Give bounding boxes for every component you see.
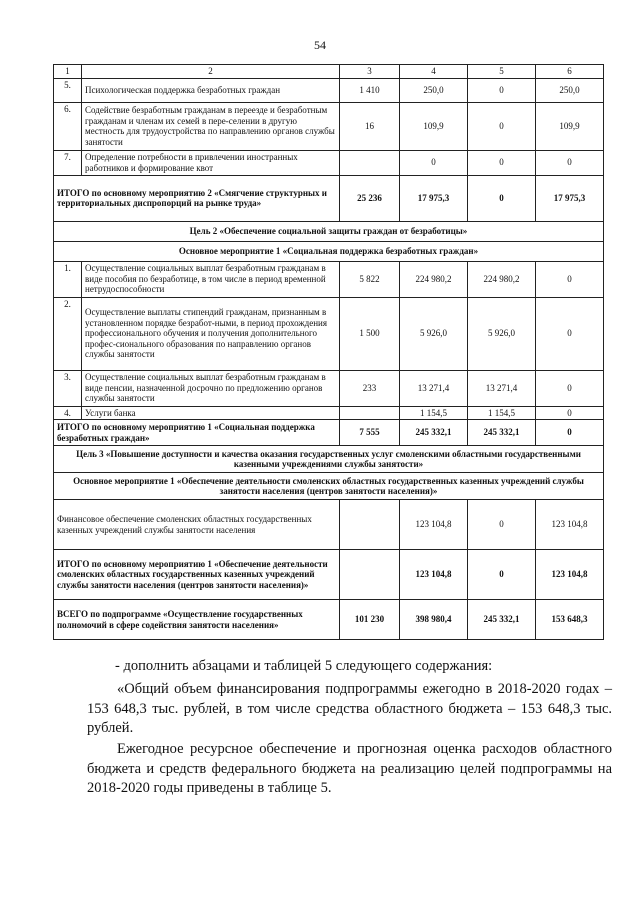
cell-col6: 0 xyxy=(536,420,604,446)
cell-col4: 123 104,8 xyxy=(400,550,468,600)
cell-col5: 224 980,2 xyxy=(468,261,536,297)
cell-col3: 25 236 xyxy=(340,175,400,221)
grand-total-row xyxy=(54,600,604,640)
row-description: Услуги банка xyxy=(82,406,340,420)
table-row xyxy=(54,261,604,297)
measure-heading: Основное мероприятие 1 «Социальная поддержка безработных граждан» xyxy=(54,241,604,261)
table-row xyxy=(54,297,604,370)
section-row xyxy=(54,473,604,500)
cell-col3 xyxy=(340,150,400,175)
header-cell: 2 xyxy=(82,65,340,79)
table-row xyxy=(54,150,604,175)
cell-col5: 245 332,1 xyxy=(468,600,536,640)
section-row xyxy=(54,241,604,261)
cell-col3: 5 822 xyxy=(340,261,400,297)
cell-col3 xyxy=(340,406,400,420)
cell-col6: 123 104,8 xyxy=(536,550,604,600)
cell-col4: 17 975,3 xyxy=(400,175,468,221)
total-label: ИТОГО по основному мероприятию 2 «Смягчение структурных и территориальных диспропорций на рынке труда» xyxy=(54,175,340,221)
table-row xyxy=(54,102,604,150)
cell-col4: 0 xyxy=(400,150,468,175)
total-row xyxy=(54,550,604,600)
cell-col4: 5 926,0 xyxy=(400,297,468,370)
paragraph-resources: Ежегодное ресурсное обеспечение и прогнозная оценка расходов областного бюджета и средств федерального бюджета на реализацию целей подпрограммы на 2018-2020 годы приведены в таблице 5. xyxy=(87,741,612,796)
cell-col3 xyxy=(340,550,400,600)
page-number: 54 xyxy=(314,38,326,52)
table-row xyxy=(54,370,604,406)
cell-col4: 250,0 xyxy=(400,78,468,102)
cell-col5: 0 xyxy=(468,150,536,175)
row-number: 3. xyxy=(54,370,82,406)
cell-col5: 0 xyxy=(468,500,536,550)
cell-col6: 153 648,3 xyxy=(536,600,604,640)
row-number: 5. xyxy=(54,78,82,102)
goal-heading: Цель 3 «Повышение доступности и качества оказания государственных услуг смоленскими областными государственными казенными учреждениями службы занятости» xyxy=(54,446,604,473)
cell-col3: 16 xyxy=(340,102,400,150)
cell-col5: 1 154,5 xyxy=(468,406,536,420)
header-cell: 3 xyxy=(340,65,400,79)
cell-col5: 0 xyxy=(468,175,536,221)
row-description: Определение потребности в привлечении иностранных работников и формирование квот xyxy=(82,150,340,175)
row-number: 6. xyxy=(54,102,82,150)
paragraph-financing: «Общий объем финансирования подпрограммы ежегодно в 2018-2020 годах – 153 648,3 тыс. рублей, в том числе средства областного бюджета – 153 648,3 тыс. рублей. xyxy=(87,681,612,736)
cell-col3: 1 410 xyxy=(340,78,400,102)
section-row xyxy=(54,446,604,473)
cell-col4: 1 154,5 xyxy=(400,406,468,420)
cell-col5: 13 271,4 xyxy=(468,370,536,406)
grand-total-label: ВСЕГО по подпрограмме «Осуществление государственных полномочий в сфере содействия занятости населения» xyxy=(54,600,340,640)
cell-col4: 224 980,2 xyxy=(400,261,468,297)
cell-col3: 101 230 xyxy=(340,600,400,640)
row-description: Содействие безработным гражданам в переезде и безработным гражданам и членам их семей в пере-селении в другую местность для трудоустройства по направлению органов службы занятости xyxy=(82,102,340,150)
row-number: 2. xyxy=(54,297,82,370)
total-label: ИТОГО по основному мероприятию 1 «Социальная поддержка безработных граждан» xyxy=(54,420,340,446)
row-description: Финансовое обеспечение смоленских областных государственных казенных учреждений службы занятости населения xyxy=(54,500,340,550)
cell-col3: 233 xyxy=(340,370,400,406)
row-number: 7. xyxy=(54,150,82,175)
cell-col3 xyxy=(340,500,400,550)
cell-col6: 0 xyxy=(536,261,604,297)
cell-col6: 250,0 xyxy=(536,78,604,102)
header-row xyxy=(54,65,604,79)
cell-col3: 7 555 xyxy=(340,420,400,446)
cell-col3: 1 500 xyxy=(340,297,400,370)
cell-col6: 0 xyxy=(536,297,604,370)
cell-col6: 109,9 xyxy=(536,102,604,150)
total-row xyxy=(54,175,604,221)
cell-col5: 0 xyxy=(468,78,536,102)
cell-col6: 17 975,3 xyxy=(536,175,604,221)
cell-col4: 123 104,8 xyxy=(400,500,468,550)
table-row xyxy=(54,406,604,420)
cell-col5: 245 332,1 xyxy=(468,420,536,446)
row-description: Осуществление социальных выплат безработным гражданам в виде пособия по безработице, в том числе в период временной нетрудоспособности xyxy=(82,261,340,297)
table-row xyxy=(54,500,604,550)
financing-table xyxy=(53,64,604,640)
row-description: Осуществление социальных выплат безработным гражданам в виде пенсии, назначенной досрочно по предложению органов службы занятости xyxy=(82,370,340,406)
header-cell: 6 xyxy=(536,65,604,79)
cell-col6: 123 104,8 xyxy=(536,500,604,550)
cell-col4: 109,9 xyxy=(400,102,468,150)
table-row xyxy=(54,78,604,102)
cell-col4: 13 271,4 xyxy=(400,370,468,406)
header-cell: 1 xyxy=(54,65,82,79)
header-cell: 4 xyxy=(400,65,468,79)
goal-heading: Цель 2 «Обеспечение социальной защиты граждан от безработицы» xyxy=(54,221,604,241)
cell-col6: 0 xyxy=(536,406,604,420)
cell-col5: 5 926,0 xyxy=(468,297,536,370)
row-description: Осуществление выплаты стипендий гражданам, признанным в установленном порядке безработ-ными, в период прохождения профессионального обучения и получения дополнительного профес-сионального образования по направлению органов службы занятости xyxy=(82,297,340,370)
cell-col4: 398 980,4 xyxy=(400,600,468,640)
total-row xyxy=(54,420,604,446)
cell-col5: 0 xyxy=(468,550,536,600)
total-label: ИТОГО по основному мероприятию 1 «Обеспечение деятельности смоленских областных государственных казенных учреждений службы занятости населения (центров занятости населения)» xyxy=(54,550,340,600)
intro-line: - дополнить абзацами и таблицей 5 следующего содержания: xyxy=(115,658,493,674)
cell-col6: 0 xyxy=(536,370,604,406)
row-number: 4. xyxy=(54,406,82,420)
cell-col5: 0 xyxy=(468,102,536,150)
row-number: 1. xyxy=(54,261,82,297)
cell-col4: 245 332,1 xyxy=(400,420,468,446)
section-row xyxy=(54,221,604,241)
cell-col6: 0 xyxy=(536,150,604,175)
header-cell: 5 xyxy=(468,65,536,79)
row-description: Психологическая поддержка безработных граждан xyxy=(82,78,340,102)
measure-heading: Основное мероприятие 1 «Обеспечение деятельности смоленских областных государственных казенных учреждений службы занятости населения (центров занятости населения)» xyxy=(54,473,604,500)
